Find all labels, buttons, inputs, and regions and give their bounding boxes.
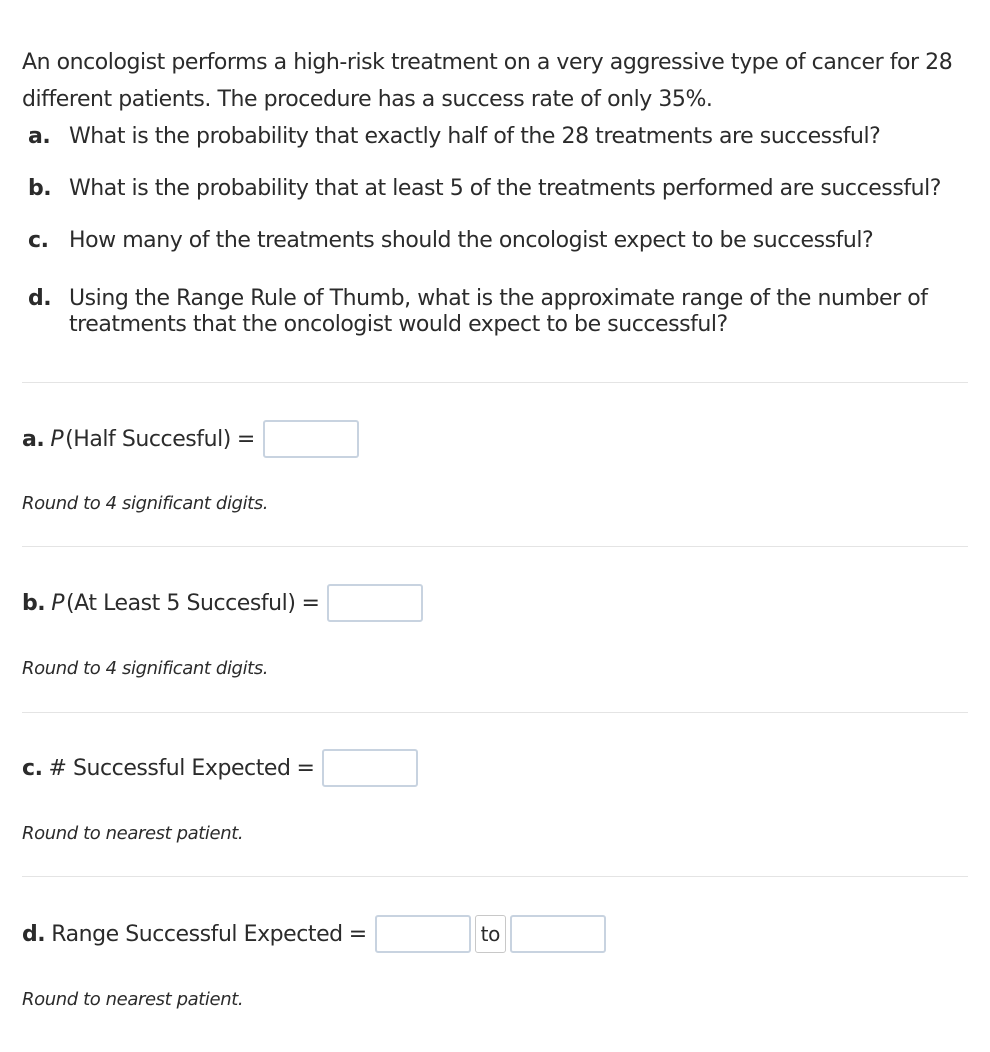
divider xyxy=(22,712,968,713)
equals-sign: = xyxy=(301,590,320,616)
question-letter: d. xyxy=(28,286,52,311)
answer-row-c xyxy=(22,747,418,789)
answer-row-a xyxy=(22,418,359,460)
question-d xyxy=(28,286,968,338)
question-b xyxy=(28,176,968,202)
question-a xyxy=(28,124,968,150)
problem-statement: An oncologist performs a high-risk treatment on a very aggressive type of cancer for 28 different patients. The procedure has a success rate of only 35%. xyxy=(22,50,953,112)
answer-a-input[interactable] xyxy=(263,420,359,458)
divider xyxy=(22,546,968,547)
probability-symbol: P xyxy=(51,590,65,616)
question-letter: c. xyxy=(28,228,49,253)
question-text: How many of the treatments should the oncologist expect to be successful? xyxy=(69,228,874,253)
equals-sign: = xyxy=(236,426,255,452)
question-letter: a. xyxy=(28,124,51,149)
answer-a-hint: Round to 4 significant digits. xyxy=(22,493,269,514)
answer-label: (Half Succesful) xyxy=(65,426,231,452)
question-c xyxy=(28,228,968,254)
answer-c-hint: Round to nearest patient. xyxy=(22,823,244,844)
answer-label: Range Successful Expected xyxy=(51,921,343,947)
answer-row-d xyxy=(22,913,606,955)
answer-row-b xyxy=(22,582,423,624)
answer-d-hint: Round to nearest patient. xyxy=(22,989,244,1010)
range-to-label: to xyxy=(475,915,506,953)
question-text: What is the probability that exactly half of the 28 treatments are successful? xyxy=(69,124,881,149)
equals-sign: = xyxy=(296,755,315,781)
answer-label: (At Least 5 Succesful) xyxy=(66,590,296,616)
answer-letter: d. xyxy=(22,921,46,947)
equals-sign: = xyxy=(348,921,367,947)
probability-symbol: P xyxy=(50,426,64,452)
divider xyxy=(22,382,968,383)
question-letter: b. xyxy=(28,176,52,201)
question-text: Using the Range Rule of Thumb, what is the approximate range of the number of treatments that the oncologist would expect to be successful? xyxy=(69,286,928,337)
answer-b-input[interactable] xyxy=(327,584,423,622)
answer-letter: b. xyxy=(22,590,46,616)
divider xyxy=(22,876,968,877)
answer-letter: a. xyxy=(22,426,45,452)
answer-c-input[interactable] xyxy=(322,749,418,787)
answer-d-high-input[interactable] xyxy=(510,915,606,953)
question-text: What is the probability that at least 5 of the treatments performed are successful? xyxy=(69,176,942,201)
answer-d-low-input[interactable] xyxy=(375,915,471,953)
answer-label: # Successful Expected xyxy=(48,755,291,781)
answer-b-hint: Round to 4 significant digits. xyxy=(22,658,269,679)
answer-letter: c. xyxy=(22,755,43,781)
